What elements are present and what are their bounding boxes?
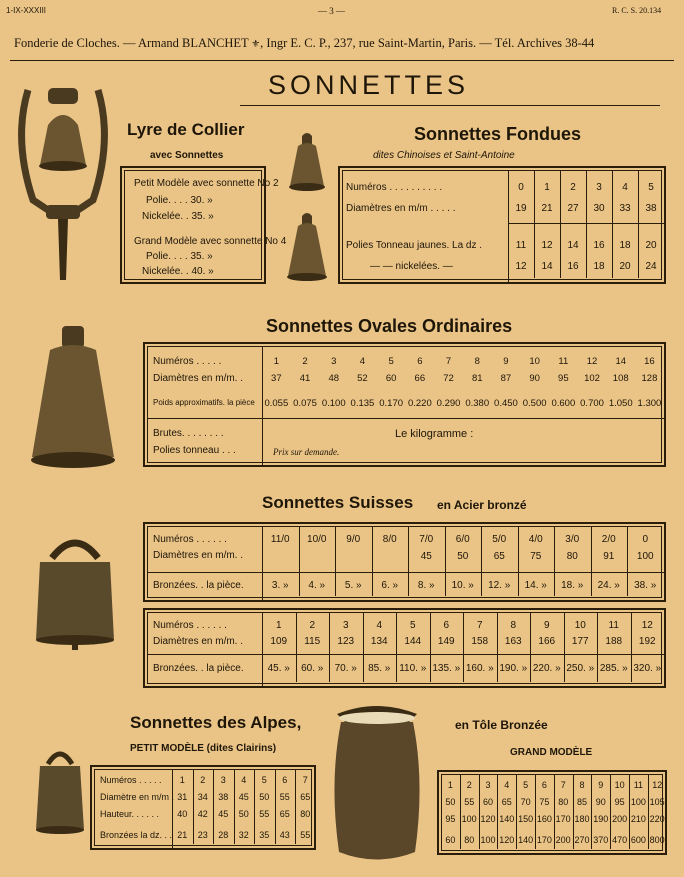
- suisses2-cell: 109: [270, 636, 288, 647]
- ovales-cell: 48: [328, 373, 340, 384]
- fondues-label-nickelees: — — nickelées. —: [370, 261, 453, 272]
- suisses1-cell: 11/0: [270, 534, 290, 545]
- suisses1-label-diametres: Diamètres en m/m. .: [153, 550, 244, 561]
- ovales-cell: 87: [500, 373, 512, 384]
- ovales-cell: 128: [641, 373, 658, 384]
- suisses1-cell: 7/0: [419, 534, 434, 545]
- fondues-cell: 30: [593, 203, 605, 214]
- suisses2-cell: 158: [471, 636, 489, 647]
- suisses1-cell: 0: [642, 534, 649, 545]
- fondues-label-numeros: Numéros . . . . . . . . . .: [346, 182, 443, 193]
- lyre-petit-title: Petit Modèle avec sonnette No 2: [134, 178, 279, 189]
- suisses1-cell: 8/0: [382, 534, 397, 545]
- alpes-g-cell: 85: [576, 797, 587, 807]
- suisses2-cell: 85. »: [368, 663, 391, 674]
- ovales-cell: 1.300: [637, 398, 662, 409]
- alpes-g-cell: 3: [485, 780, 491, 790]
- fondues-cell: 18: [619, 240, 631, 251]
- alpes-p-cell: 4: [241, 775, 247, 785]
- alpes-petit-table: [90, 765, 316, 850]
- lyre-grand-polie: Polie. . . . 35. »: [146, 251, 213, 262]
- alpine-large-bell-icon: [325, 702, 430, 872]
- alpes-p-cell: 38: [218, 792, 229, 802]
- ovales-table: [143, 342, 666, 467]
- alpes-p-cell: 65: [279, 809, 290, 819]
- suisses2-cell: 135. »: [432, 663, 461, 674]
- alpes-p-cell: 40: [177, 809, 188, 819]
- fondues-label-diametres: Diamètres en m/m . . . . .: [346, 203, 456, 214]
- alpes-g-cell: 70: [520, 797, 531, 807]
- suisses2-cell: 4: [376, 620, 383, 631]
- alpes-g-cell: 80: [558, 797, 569, 807]
- suisses1-label-numeros: Numéros . . . . . .: [153, 534, 227, 545]
- fondues-cell: 19: [515, 203, 527, 214]
- fondues-cell: 38: [645, 203, 657, 214]
- ovales-cell: 0.700: [580, 398, 604, 409]
- ovales-cell: 11: [558, 356, 569, 367]
- alpes-g-cell: 190: [593, 814, 609, 824]
- alpes-g-cell: 120: [480, 814, 496, 824]
- ovales-cell: 81: [471, 373, 483, 384]
- alpes-p-label-bronzees: Bronzées la dz. . .: [100, 830, 173, 840]
- suisses1-cell: 75: [530, 551, 542, 562]
- lyre-collar-icon: [8, 80, 118, 285]
- suisses2-cell: 70. »: [334, 663, 357, 674]
- chinese-bell-icon: [280, 128, 335, 288]
- ovales-cell: 0.055: [264, 398, 289, 409]
- alpes-p-cell: 42: [197, 809, 208, 819]
- alpes-p-cell: 55: [279, 792, 290, 802]
- fondues-cell: 24: [645, 261, 657, 272]
- ovales-cell: 0.380: [465, 398, 490, 409]
- suisses1-cell: 100: [636, 551, 654, 562]
- suisses2-cell: 8: [510, 620, 517, 631]
- fondues-cell: 12: [515, 261, 527, 272]
- title-rule: [240, 105, 660, 106]
- ovales-cell: 60: [385, 373, 397, 384]
- ovales-cell: 0.500: [522, 398, 547, 409]
- suisses2-cell: 3: [342, 620, 349, 631]
- suisses2-cell: 188: [605, 636, 623, 647]
- fondues-cell: 14: [567, 240, 579, 251]
- alpes-g-cell: 75: [539, 797, 550, 807]
- alpes-g-cell: 6: [541, 780, 547, 790]
- page-number: — 3 —: [318, 6, 345, 16]
- alpes-g-cell: 95: [445, 814, 456, 824]
- ovales-label-diametres: Diamètres en m/m. .: [153, 373, 244, 384]
- fondues-cell: 16: [567, 261, 579, 272]
- ovales-label-brutes: Brutes. . . . . . . .: [153, 428, 224, 439]
- suisses1-cell: 50: [457, 551, 469, 562]
- alpes-g-cell: 4: [504, 780, 510, 790]
- lyre-petit-polie: Polie. . . . 30. »: [146, 195, 213, 206]
- fondues-cell: 16: [593, 240, 605, 251]
- alpes-heading: Sonnettes des Alpes,: [130, 713, 302, 732]
- alpes-g-cell: 50: [445, 797, 456, 807]
- alpes-p-cell: 43: [279, 830, 290, 840]
- alpes-p-cell: 55: [259, 809, 270, 819]
- suisses2-cell: 190. »: [499, 663, 528, 674]
- rcs-number: R. C. S. 20.134: [612, 6, 662, 15]
- alpes-g-cell: 140: [518, 835, 534, 845]
- lyre-subheading: avec Sonnettes: [150, 150, 224, 161]
- alpes-g-cell: 120: [499, 835, 515, 845]
- alpes-g-cell: 11: [633, 780, 644, 790]
- suisses2-label-diametres: Diamètres en m/m. .: [153, 636, 244, 647]
- suisses2-cell: 2: [309, 620, 316, 631]
- oval-bell-icon: [20, 322, 130, 472]
- suisses2-cell: 45. »: [267, 663, 290, 674]
- alpes-g-cell: 8: [579, 780, 585, 790]
- suisses1-cell: 45: [420, 551, 432, 562]
- suisses1-cell: 4/0: [528, 534, 543, 545]
- alpes-g-cell: 180: [574, 814, 590, 824]
- swiss-bell-icon: [30, 530, 120, 655]
- lyre-price-box: [120, 166, 287, 284]
- fondues-cell: 0: [518, 182, 524, 193]
- alpes-heading-rest: en Tôle Bronzée: [455, 718, 548, 732]
- alpes-p-cell: 32: [238, 830, 249, 840]
- suisses1-cell: 12. »: [488, 580, 511, 591]
- suisses2-cell: 60. »: [301, 663, 324, 674]
- suisses1-label-prix: Bronzées. . la pièce.: [153, 580, 244, 591]
- suisses2-cell: 5: [409, 620, 416, 631]
- alpes-g-cell: 5: [523, 780, 529, 790]
- fondues-cell: 21: [541, 203, 553, 214]
- alpes-g-cell: 270: [574, 835, 590, 845]
- suisses2-cell: 123: [337, 636, 355, 647]
- suisses2-cell: 10: [574, 620, 586, 631]
- alpes-p-label-hauteur: Hauteur. . . . . .: [100, 809, 160, 819]
- alpes-g-cell: 2: [466, 780, 472, 790]
- alpes-g-cell: 1: [447, 780, 453, 790]
- fondues-cell: 14: [541, 261, 553, 272]
- alpes-g-cell: 7: [560, 780, 566, 790]
- alpes-p-cell: 28: [218, 830, 229, 840]
- suisses2-cell: 166: [538, 636, 556, 647]
- ovales-label-polies: Polies tonneau . . .: [153, 445, 236, 456]
- alpes-g-cell: 210: [630, 814, 646, 824]
- ovales-cell: 0.600: [551, 398, 576, 409]
- fondues-cell: 20: [619, 261, 631, 272]
- alpes-g-cell: 100: [630, 797, 646, 807]
- suisses1-cell: 38. »: [634, 580, 657, 591]
- alpes-grand-label: GRAND MODÈLE: [510, 747, 593, 758]
- ovales-cell: 2: [302, 356, 308, 367]
- ovales-cell: 8: [474, 356, 480, 367]
- lyre-grand-title: Grand Modèle avec sonnette No 4: [134, 236, 287, 247]
- alpes-g-cell: 100: [461, 814, 477, 824]
- suisses2-cell: 192: [638, 636, 656, 647]
- suisses2-cell: 6: [443, 620, 450, 631]
- alpes-g-cell: 60: [445, 835, 456, 845]
- ovales-cell: 0.135: [350, 398, 375, 409]
- alpes-p-cell: 34: [197, 792, 208, 802]
- ovales-cell: 102: [584, 373, 600, 384]
- alpes-p-cell: 50: [238, 809, 249, 819]
- suisses1-cell: 10. »: [451, 580, 474, 591]
- ovales-cell: 9: [503, 356, 509, 367]
- company-line: [14, 36, 594, 51]
- alpes-g-cell: 80: [464, 835, 475, 845]
- fondues-cell: 33: [619, 203, 631, 214]
- suisses1-cell: 5. »: [344, 580, 362, 591]
- suisses2-cell: 9: [543, 620, 550, 631]
- suisses1-cell: 65: [493, 551, 505, 562]
- suisses2-cell: 220. »: [532, 663, 561, 674]
- ovales-cell: 4: [359, 356, 366, 367]
- suisses1-cell: 6. »: [381, 580, 399, 591]
- alpes-p-cell: 3: [220, 775, 226, 785]
- fondues-table: [338, 166, 666, 284]
- alpes-p-cell: 35: [259, 830, 270, 840]
- alpes-g-cell: 55: [464, 797, 475, 807]
- alpes-g-cell: 105: [649, 797, 665, 807]
- ovales-heading: Sonnettes Ovales Ordinaires: [266, 316, 513, 336]
- company-seal-icon: ⚜: [248, 39, 261, 50]
- alpes-p-cell: 5: [261, 775, 267, 785]
- suisses-heading: Sonnettes Suisses: [262, 493, 414, 512]
- ovales-cell: 6: [417, 356, 423, 367]
- suisses1-cell: 80: [566, 551, 578, 562]
- lyre-grand-nickel: Nickelée. . 40. »: [142, 266, 214, 277]
- suisses2-cell: 7: [476, 620, 483, 631]
- ovales-cell: 12: [586, 356, 598, 367]
- suisses1-cell: 6/0: [455, 534, 470, 545]
- suisses1-cell: 18. »: [561, 580, 584, 591]
- alpes-g-cell: 9: [598, 780, 604, 790]
- alpes-p-cell: 1: [179, 775, 185, 785]
- header-rule: [10, 60, 674, 61]
- suisses1-cell: 4. »: [308, 580, 326, 591]
- fondues-subheading: dites Chinoises et Saint-Antoine: [373, 150, 515, 161]
- ovales-cell: 0.450: [494, 398, 518, 409]
- ovales-cell: 0.100: [321, 398, 346, 409]
- fondues-cell: 5: [648, 182, 654, 193]
- suisses2-cell: 160. »: [465, 663, 494, 674]
- alpes-g-cell: 470: [612, 835, 628, 845]
- alpes-p-cell: 50: [259, 792, 270, 802]
- lyre-petit-nickel: Nickelée. . 35. »: [142, 211, 214, 222]
- fondues-cell: 20: [645, 240, 657, 251]
- suisses2-label-prix: Bronzées. . la pièce.: [153, 663, 244, 674]
- alpes-g-cell: 200: [612, 814, 628, 824]
- ovales-cell: 41: [299, 373, 311, 384]
- alpes-grand-table: [437, 770, 667, 855]
- ovales-cell: 108: [612, 373, 629, 384]
- alpes-g-cell: 90: [595, 797, 606, 807]
- ovales-cell: 37: [271, 373, 282, 384]
- suisses2-cell: 320. »: [633, 663, 662, 674]
- alpes-g-cell: 150: [518, 814, 534, 824]
- company-name: Fonderie de Cloches. — Armand BLANCHET: [14, 36, 249, 50]
- suisses2-cell: 115: [304, 636, 321, 647]
- suisses1-cell: 3/0: [565, 534, 580, 545]
- suisses2-cell: 250. »: [566, 663, 595, 674]
- fondues-cell: 27: [567, 203, 579, 214]
- fondues-cell: 2: [570, 182, 576, 193]
- alpes-g-cell: 170: [555, 814, 571, 824]
- ovales-cell: 0.220: [407, 398, 432, 409]
- suisses2-cell: 12: [641, 620, 653, 631]
- alpes-p-cell: 45: [218, 809, 229, 819]
- suisses1-cell: 5/0: [492, 534, 507, 545]
- ovales-cell: 14: [615, 356, 627, 367]
- alpes-g-cell: 60: [482, 797, 493, 807]
- fondues-cell: 12: [541, 240, 553, 251]
- ovales-cell: 72: [443, 373, 454, 384]
- alpes-p-label-numeros: Numéros . . . . .: [100, 775, 162, 785]
- alpes-p-cell: 6: [282, 775, 288, 785]
- fondues-label-polies: Polies Tonneau jaunes. La dz .: [346, 240, 483, 251]
- ovales-cell: 52: [357, 373, 368, 384]
- alpes-p-cell: 31: [177, 792, 188, 802]
- fondues-cell: 18: [593, 261, 605, 272]
- alpes-g-cell: 12: [652, 780, 663, 790]
- ovales-cell: 10: [529, 356, 540, 367]
- alpes-g-cell: 200: [555, 835, 571, 845]
- ovales-cell: 7: [445, 356, 452, 367]
- ovales-cell: 95: [558, 373, 569, 384]
- fondues-cell: 1: [544, 182, 550, 193]
- alpes-p-cell: 2: [200, 775, 206, 785]
- alpes-p-cell: 7: [302, 775, 308, 785]
- alpes-g-cell: 95: [614, 797, 625, 807]
- alpes-g-cell: 65: [501, 797, 512, 807]
- suisses2-cell: 134: [370, 636, 388, 647]
- company-address: , Ingr E. C. P., 237, rue Saint-Martin, Paris. — Tél. Archives 38-44: [260, 36, 595, 50]
- suisses2-cell: 163: [504, 636, 522, 647]
- suisses1-cell: 24. »: [597, 580, 620, 591]
- suisses-table-1: [143, 522, 666, 602]
- ovales-cell: 16: [644, 356, 655, 367]
- suisses1-cell: 14. »: [524, 580, 547, 591]
- suisses2-cell: 1: [275, 620, 282, 631]
- suisses2-cell: 149: [437, 636, 455, 647]
- alpes-p-cell: 65: [300, 792, 311, 802]
- suisses1-cell: 8. »: [417, 580, 435, 591]
- header-date-code: 1-IX-XXXIII: [6, 6, 47, 15]
- alpes-g-cell: 800: [649, 835, 665, 845]
- alpes-g-cell: 600: [630, 835, 646, 845]
- ovales-label-poids: Poids approximatifs. la pièce: [153, 398, 255, 407]
- suisses1-cell: 3. »: [271, 580, 289, 591]
- ovales-cell: 3: [331, 356, 337, 367]
- ovales-cell: 1: [273, 356, 279, 367]
- alpes-p-cell: 45: [238, 792, 249, 802]
- alpes-g-cell: 160: [536, 814, 552, 824]
- alpes-g-cell: 370: [593, 835, 609, 845]
- ovales-kilogramme: Le kilogramme :: [395, 428, 474, 440]
- alpes-p-cell: 21: [177, 830, 188, 840]
- suisses2-cell: 11: [608, 620, 619, 631]
- suisses-table-2: [143, 608, 666, 688]
- ovales-cell: 90: [529, 373, 540, 384]
- alpes-p-cell: 55: [300, 830, 311, 840]
- lyre-heading: Lyre de Collier: [127, 120, 245, 139]
- alpes-p-cell: 80: [300, 809, 311, 819]
- suisses1-cell: 2/0: [601, 534, 616, 545]
- ovales-cell: 5: [388, 356, 394, 367]
- page-title: SONNETTES: [268, 70, 470, 100]
- fondues-cell: 4: [622, 182, 628, 193]
- suisses2-cell: 144: [404, 636, 422, 647]
- alpes-p-cell: 23: [197, 830, 208, 840]
- alpes-petit-label: PETIT MODÈLE (dites Clairins): [130, 743, 277, 754]
- suisses2-cell: 285. »: [599, 663, 628, 674]
- alpes-g-cell: 170: [536, 835, 552, 845]
- ovales-prix: Prix sur demande.: [273, 447, 340, 457]
- alpes-g-cell: 140: [499, 814, 515, 824]
- ovales-cell: 1.050: [608, 398, 633, 409]
- alpes-g-cell: 10: [614, 780, 625, 790]
- suisses1-cell: 91: [603, 551, 615, 562]
- suisses1-cell: 9/0: [346, 534, 361, 545]
- suisses2-cell: 177: [571, 636, 589, 647]
- ovales-label-numeros: Numéros . . . . .: [153, 356, 222, 367]
- fondues-heading: Sonnettes Fondues: [414, 124, 582, 144]
- fondues-cell: 11: [515, 240, 527, 251]
- alpes-g-cell: 220: [649, 814, 665, 824]
- suisses-heading-rest: en Acier bronzé: [437, 498, 527, 512]
- suisses2-cell: 110. »: [399, 663, 427, 674]
- suisses2-label-numeros: Numéros . . . . . .: [153, 620, 227, 631]
- suisses1-cell: 10/0: [307, 534, 327, 545]
- alpine-small-bell-icon: [30, 742, 90, 842]
- ovales-cell: 0.290: [436, 398, 461, 409]
- alpes-p-label-diametre: Diamètre en m/m .: [100, 792, 175, 802]
- ovales-cell: 0.170: [379, 398, 404, 409]
- alpes-g-cell: 100: [480, 835, 496, 845]
- fondues-cell: 3: [596, 182, 602, 193]
- ovales-cell: 0.075: [293, 398, 317, 409]
- ovales-cell: 66: [414, 373, 426, 384]
